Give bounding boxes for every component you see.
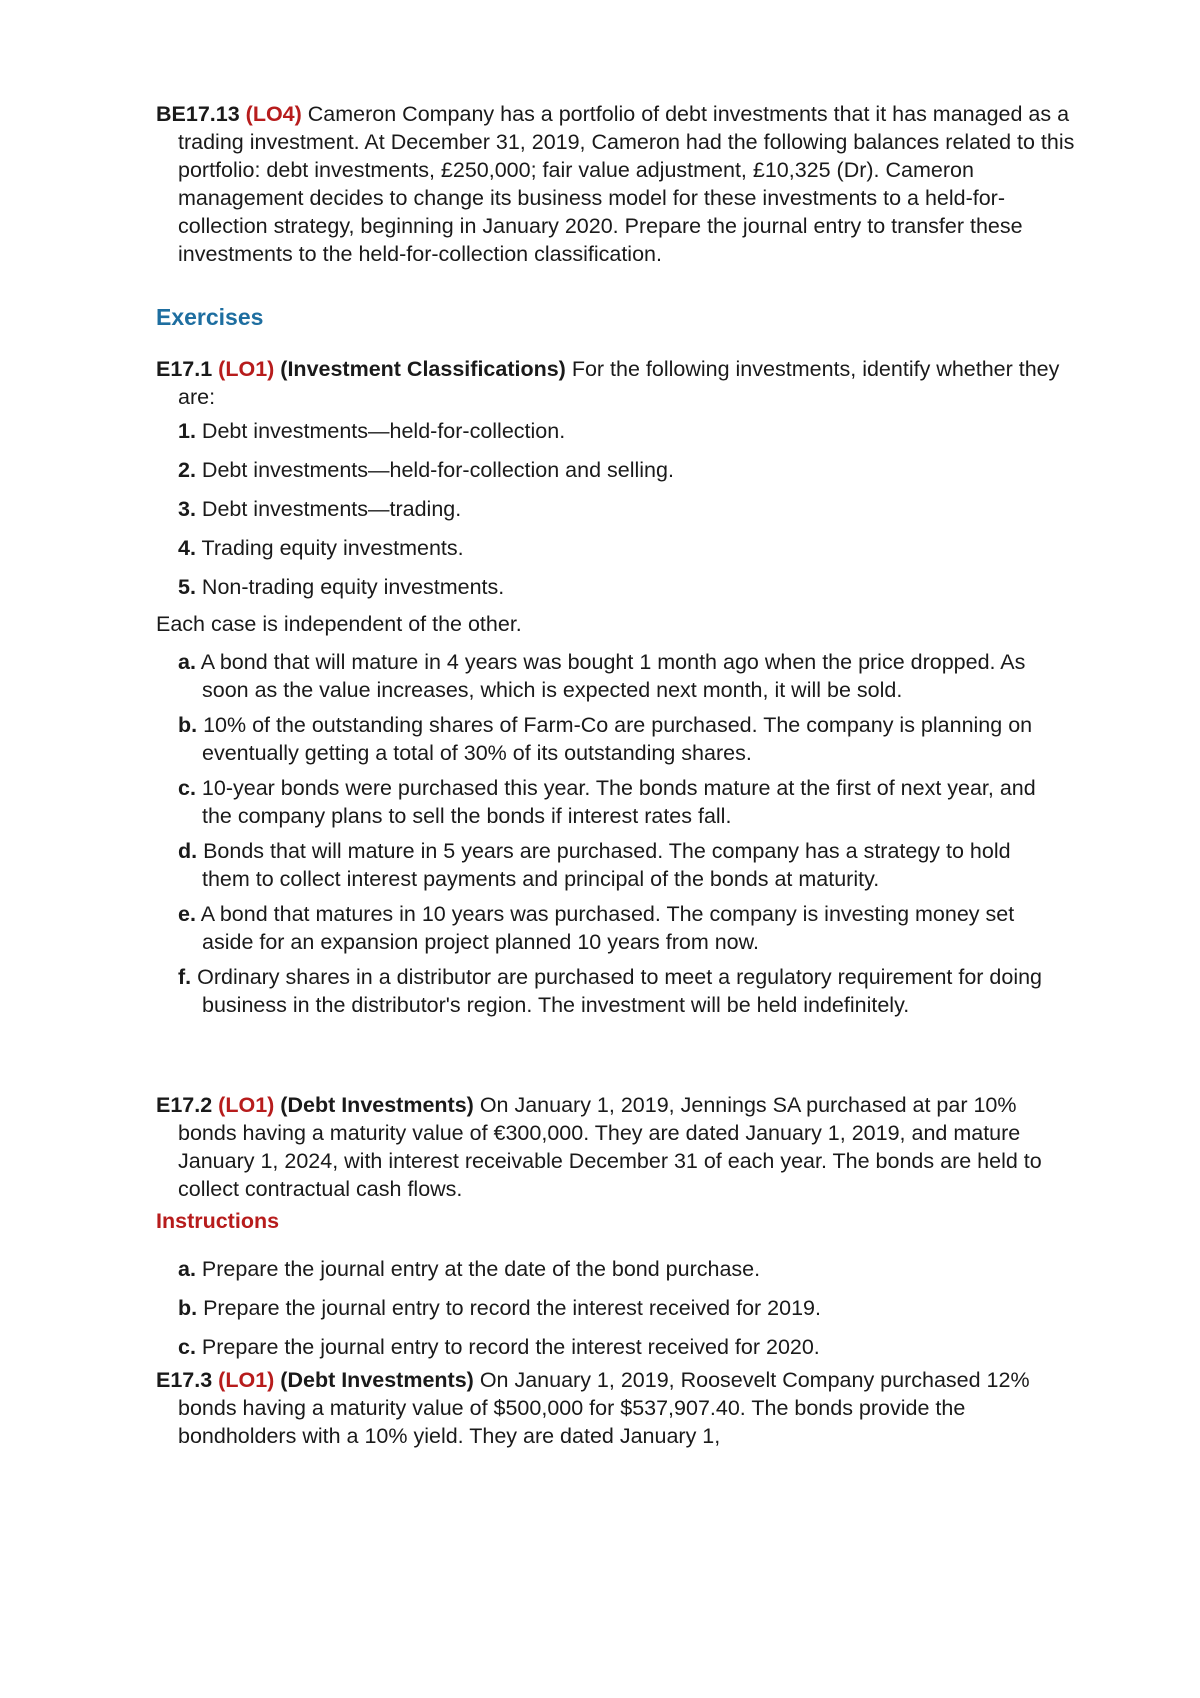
list-item bbox=[178, 648, 1058, 704]
item-letter: b. bbox=[178, 1296, 198, 1320]
case-list bbox=[178, 648, 1058, 1026]
item-letter: d. bbox=[178, 839, 198, 863]
item-text: Prepare the journal entry to record the interest received for 2020. bbox=[195, 1335, 820, 1359]
item-letter: f. bbox=[178, 965, 192, 989]
learning-objective: (LO1) bbox=[218, 1368, 275, 1392]
list-item bbox=[178, 1333, 1058, 1361]
list-item bbox=[178, 456, 1058, 484]
item-text: 10-year bonds were purchased this year. The bonds mature at the first of next year, and the company plans to sell the bonds if interest rates fall. bbox=[195, 776, 1036, 828]
item-text: Bonds that will mature in 5 years are purchased. The company has a strategy to hold them to collect interest payments and principal of the bonds at maturity. bbox=[197, 839, 1011, 891]
exercise-code: BE17.13 bbox=[156, 102, 240, 126]
instructions-heading: Instructions bbox=[156, 1209, 280, 1233]
list-item bbox=[178, 534, 1058, 562]
exercise-title: (Debt Investments) bbox=[280, 1368, 474, 1392]
exercise-e17-3 bbox=[156, 1366, 1078, 1450]
item-text: Prepare the journal entry to record the interest received for 2019. bbox=[197, 1296, 821, 1320]
exercise-title: (Investment Classifications) bbox=[280, 357, 566, 381]
exercise-be17-13 bbox=[156, 100, 1078, 268]
item-text: Non-trading equity investments. bbox=[195, 575, 505, 599]
item-letter: c. bbox=[178, 776, 196, 800]
item-letter: e. bbox=[178, 902, 196, 926]
learning-objective: (LO1) bbox=[218, 357, 275, 381]
item-number: 5. bbox=[178, 575, 196, 599]
list-item bbox=[178, 495, 1058, 523]
list-item bbox=[178, 837, 1058, 893]
exercise-code: E17.2 bbox=[156, 1093, 213, 1117]
exercise-text: On January 1, 2019, Jennings SA purchased at par 10% bonds having a maturity value of €300,000. They are dated January 1, 2019, and mature January 1, 2024, with interest receivable December 31 of each year. The bonds are held to collect contractual cash flows. bbox=[178, 1093, 1042, 1201]
learning-objective: (LO1) bbox=[218, 1093, 275, 1117]
list-item bbox=[178, 774, 1058, 830]
item-text: Prepare the journal entry at the date of the bond purchase. bbox=[195, 1257, 761, 1281]
item-letter: c. bbox=[178, 1335, 196, 1359]
item-number: 4. bbox=[178, 536, 196, 560]
list-item bbox=[178, 963, 1058, 1019]
item-text: Debt investments—held-for-collection. bbox=[195, 419, 566, 443]
list-item bbox=[178, 900, 1058, 956]
exercise-code: E17.1 bbox=[156, 357, 213, 381]
list-item bbox=[178, 1255, 1058, 1283]
list-item bbox=[178, 417, 1058, 445]
list-item bbox=[178, 573, 1058, 601]
list-item bbox=[178, 1294, 1058, 1322]
item-letter: a. bbox=[178, 1257, 196, 1281]
case-note: Each case is independent of the other. bbox=[156, 612, 522, 636]
section-heading-exercises: Exercises bbox=[156, 304, 264, 330]
exercise-e17-1 bbox=[156, 355, 1078, 411]
classification-list bbox=[178, 417, 1058, 612]
instructions-list bbox=[178, 1255, 1058, 1372]
exercise-text: Cameron Company has a portfolio of debt investments that it has managed as a trading investment. At December 31, 2019, Cameron had the following balances related to this portfolio: debt investments, £250,000; fair value adjustment, £10,325 (Dr). Cameron management decides to change its business model for these investments to a held-for-collection strategy, beginning in January 2020. Prepare the journal entry to transfer these investments to the held-for-collection classification. bbox=[178, 102, 1075, 266]
item-text: Ordinary shares in a distributor are purchased to meet a regulatory requirement for doing business in the distributor's region. The investment will be held indefinitely. bbox=[191, 965, 1043, 1017]
learning-objective: (LO4) bbox=[245, 102, 302, 126]
item-text: A bond that matures in 10 years was purchased. The company is investing money set aside for an expansion project planned 10 years from now. bbox=[195, 902, 1015, 954]
item-letter: b. bbox=[178, 713, 198, 737]
exercise-code: E17.3 bbox=[156, 1368, 213, 1392]
exercise-text: On January 1, 2019, Roosevelt Company purchased 12% bonds having a maturity value of $500,000 for $537,907.40. The bonds provide the bondholders with a 10% yield. They are dated January 1, bbox=[178, 1368, 1030, 1448]
item-number: 2. bbox=[178, 458, 196, 482]
exercise-text: For the following investments, identify whether they are: bbox=[178, 357, 1060, 409]
item-letter: a. bbox=[178, 650, 196, 674]
list-item bbox=[178, 711, 1058, 767]
item-text: 10% of the outstanding shares of Farm-Co are purchased. The company is planning on eventually getting a total of 30% of its outstanding shares. bbox=[197, 713, 1033, 765]
exercise-e17-2 bbox=[156, 1091, 1078, 1203]
exercise-title: (Debt Investments) bbox=[280, 1093, 474, 1117]
item-number: 3. bbox=[178, 497, 196, 521]
item-number: 1. bbox=[178, 419, 196, 443]
item-text: A bond that will mature in 4 years was bought 1 month ago when the price dropped. As soon as the value increases, which is expected next month, it will be sold. bbox=[195, 650, 1026, 702]
item-text: Debt investments—held-for-collection and selling. bbox=[195, 458, 674, 482]
item-text: Debt investments—trading. bbox=[195, 497, 462, 521]
item-text: Trading equity investments. bbox=[195, 536, 464, 560]
